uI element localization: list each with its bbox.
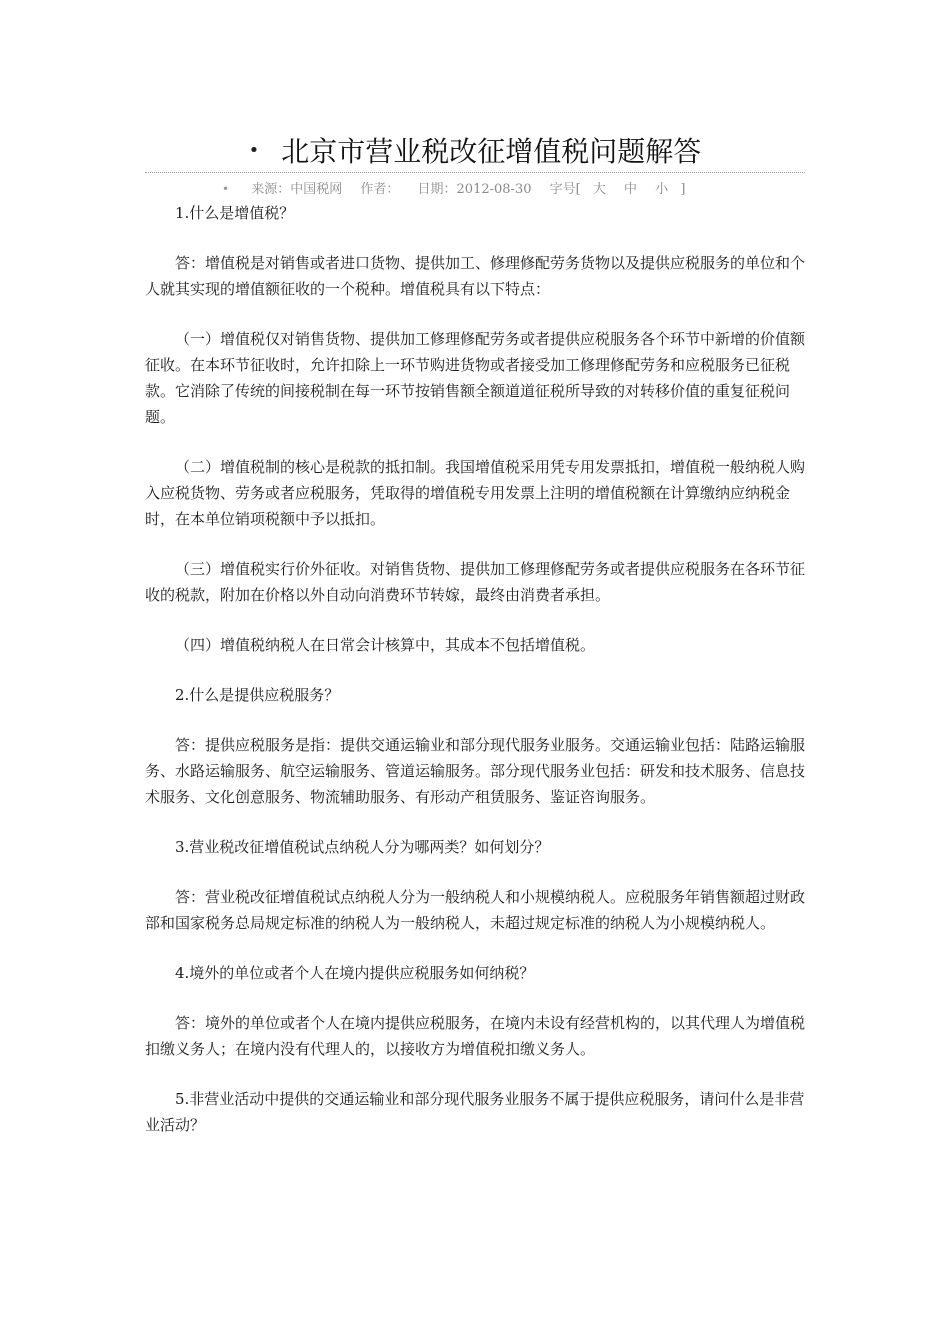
answer-1-point-3: （三）增值税实行价外征收。对销售货物、提供加工修理修配劳务或者提供应税服务在各环节征收的税款，附加在价格以外自动向消费环节转嫁，最终由消费者承担。 [145,560,806,604]
fontsize-medium-link[interactable]: 中 [624,182,638,197]
title-divider [145,172,805,173]
question-3: 3.营业税改征增值税试点纳税人分为哪两类？如何划分？ [175,838,550,856]
answer-1-point-4: （四）增值税纳税人在日常会计核算中，其成本不包括增值税。 [175,636,596,654]
meta-close-bracket: ] [680,182,686,197]
article-title-row [0,130,950,170]
article-body [145,200,805,1162]
answer-1-point-2: （二）增值税制的核心是税款的抵扣制。我国增值税采用凭专用发票抵扣，增值税一般纳税人购入应税货物、劳务或者应税服务，凭取得的增值税专用发票上注明的增值税额在计算缴纳应纳税金时，在本单位销项税额中予以抵扣。 [145,458,806,528]
article-title: 北京市营业税改征增值税问题解答 [281,135,702,168]
fontsize-small-link[interactable]: 小 [655,182,669,197]
meta-source: 来源：中国税网 [251,182,343,197]
meta-bullet: • [222,182,230,196]
question-5: 5.非营业活动中提供的交通运输业和部分现代服务业服务不属于提供应税服务，请问什么是非营业活动？ [145,1090,805,1134]
meta-date: 日期：2012-08-30 [417,182,532,197]
fontsize-large-link[interactable]: 大 [592,182,606,197]
answer-3: 答：营业税改征增值税试点纳税人分为一般纳税人和小规模纳税人。应税服务年销售额超过财政部和国家税务总局规定标准的纳税人为一般纳税人，未超过规定标准的纳税人为小规模纳税人。 [145,888,806,932]
question-2: 2.什么是提供应税服务？ [175,686,340,704]
answer-1-point-1: （一）增值税仅对销售货物、提供加工修理修配劳务或者提供应税服务各个环节中新增的价值额征收。在本环节征收时，允许扣除上一环节购进货物或者接受加工修理修配劳务和应税服务已征税款。它消除了传统的间接税制在每一环节按销售额全额道道征税所导致的对转移价值的重复征税问题。 [145,330,806,426]
answer-2: 答：提供应税服务是指：提供交通运输业和部分现代服务业服务。交通运输业包括：陆路运输服务、水路运输服务、航空运输服务、管道运输服务。部分现代服务业包括：研发和技术服务、信息技术服务、文化创意服务、物流辅助服务、有形动产租赁服务、鉴证咨询服务。 [145,736,806,806]
article-meta [222,178,685,197]
title-bullet: • [248,139,260,161]
answer-1: 答：增值税是对销售或者进口货物、提供加工、修理修配劳务货物以及提供应税服务的单位和个人就其实现的增值额征收的一个税种。增值税具有以下特点： [145,254,806,298]
meta-fontsize-label: 字号[ [549,182,581,197]
question-1: 1.什么是增值税？ [175,204,295,222]
meta-author: 作者： [360,182,400,197]
answer-4: 答：境外的单位或者个人在境内提供应税服务，在境内未设有经营机构的，以其代理人为增值税扣缴义务人；在境内没有代理人的，以接收方为增值税扣缴义务人。 [145,1014,806,1058]
question-4: 4.境外的单位或者个人在境内提供应税服务如何纳税？ [175,964,535,982]
